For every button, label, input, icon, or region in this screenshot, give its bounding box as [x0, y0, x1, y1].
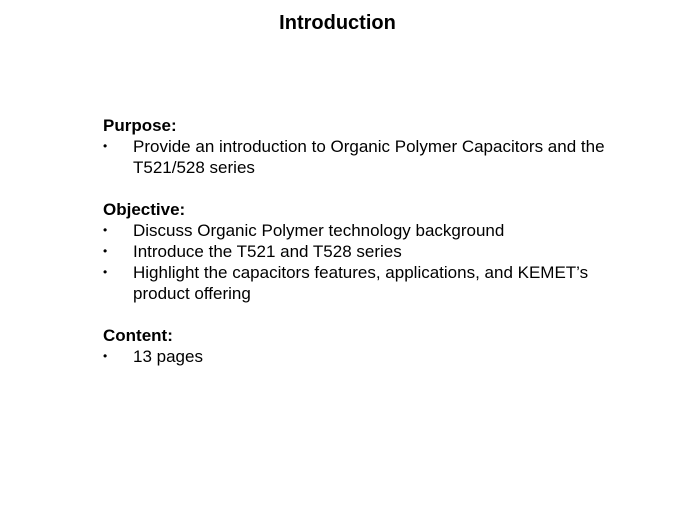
- list-item-text: Discuss Organic Polymer technology background: [133, 221, 505, 240]
- list-item: [103, 346, 623, 367]
- list-item-text: Provide an introduction to Organic Polymer Capacitors and the T521/528 series: [133, 137, 605, 177]
- list-item: [103, 241, 623, 262]
- section-purpose: [103, 115, 623, 178]
- list-item-text: Highlight the capacitors features, applications, and KEMET’s product offering: [133, 263, 589, 303]
- list-item: [103, 262, 623, 304]
- section-objective: [103, 199, 623, 304]
- list-item-text: 13 pages: [133, 347, 203, 366]
- bullet-list: [103, 346, 623, 367]
- list-item-text: Introduce the T521 and T528 series: [133, 242, 402, 261]
- bullet-icon: •: [103, 265, 108, 279]
- list-item: [103, 220, 623, 241]
- section-content: [103, 325, 623, 367]
- section-heading: Content:: [103, 326, 173, 345]
- bullet-list: [103, 220, 623, 304]
- bullet-icon: •: [103, 349, 108, 363]
- slide-body: [103, 115, 623, 388]
- section-heading: Objective:: [103, 200, 186, 219]
- section-heading: Purpose:: [103, 116, 177, 135]
- bullet-list: [103, 136, 623, 178]
- bullet-icon: •: [103, 244, 108, 258]
- bullet-icon: •: [103, 139, 108, 153]
- list-item: [103, 136, 623, 178]
- page-title: Introduction: [279, 12, 396, 34]
- bullet-icon: •: [103, 223, 108, 237]
